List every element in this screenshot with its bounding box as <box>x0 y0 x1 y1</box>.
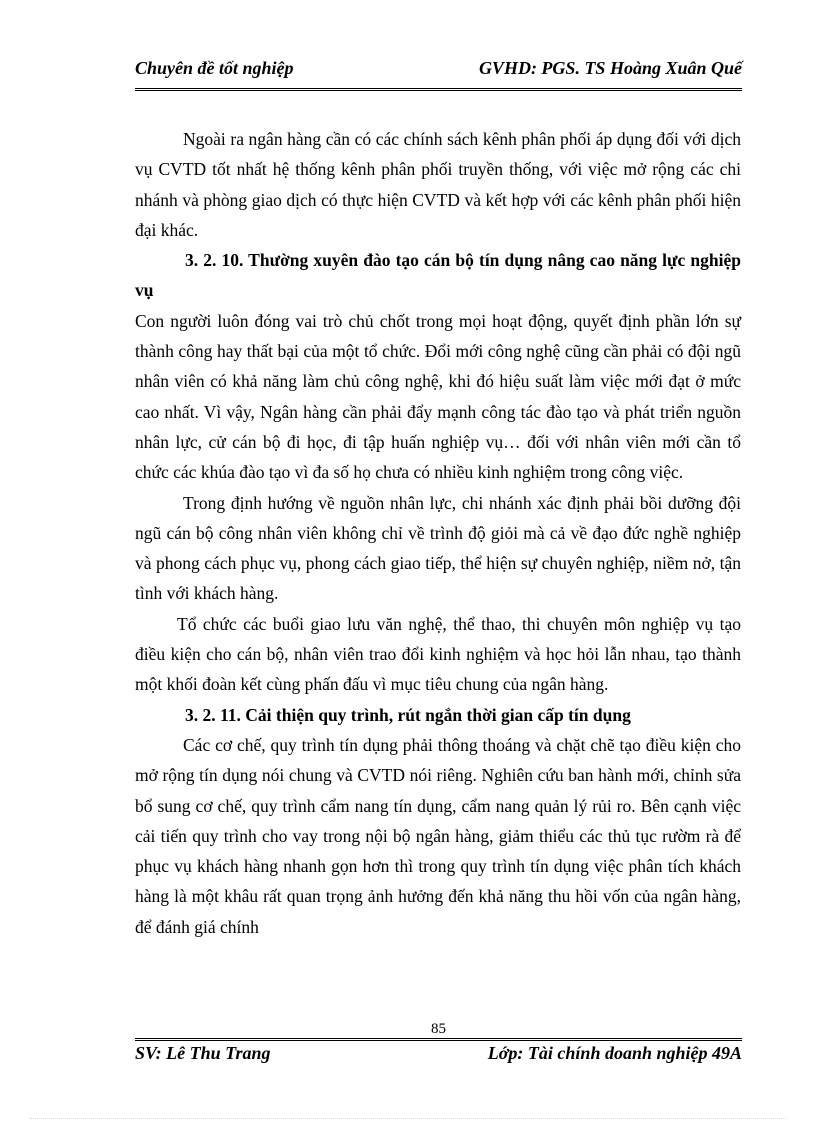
page-edge-line <box>30 1118 786 1119</box>
page-body <box>135 124 741 942</box>
paragraph-staff-development: Trong định hướng về nguồn nhân lực, chi nhánh xác định phải bồi dưỡng đội ngũ cán bộ công nhân viên không chỉ về trình độ giỏi mà cả về đạo đức nghề nghiệp và phong cách phục vụ, phong cách giao tiếp, thể hiện sự chuyên nghiệp, niềm nở, tận tình với khách hàng. <box>135 492 741 604</box>
paragraph-cultural-activities: Tổ chức các buổi giao lưu văn nghệ, thể thao, thi chuyên môn nghiệp vụ tạo điều kiện cho cán bộ, nhân viên trao đổi kinh nghiệm và học hỏi lẫn nhau, tạo thành một khối đoàn kết cùng phấn đấu vì mục tiêu chung của ngân hàng. <box>135 613 741 695</box>
page-number: 85 <box>431 1021 446 1037</box>
header-supervisor: GVHD: PGS. TS Hoàng Xuân Quế <box>478 58 742 78</box>
page-footer <box>135 1043 742 1064</box>
page-header <box>135 58 742 91</box>
section-heading-3-2-11: 3. 2. 11. Cải thiện quy trình, rút ngắn thời gian cấp tín dụng <box>185 704 631 725</box>
section-heading-3-2-10: 3. 2. 10. Thường xuyên đào tạo cán bộ tín dụng nâng cao năng lực nghiệp vụ <box>135 250 741 301</box>
paragraph-credit-process: Các cơ chế, quy trình tín dụng phải thông thoáng và chặt chẽ tạo điều kiện cho mở rộng tín dụng nói chung và CVTD nói riêng. Nghiên cứu ban hành mới, chỉnh sửa bổ sung cơ chế, quy trình cẩm nang tín dụng, cẩm nang quản lý rủi ro. Bên cạnh việc cải tiến quy trình cho vay trong nội bộ ngân hàng, giảm thiểu các thủ tục rườm rà để phục vụ khách hàng nhanh gọn hơn thì trong quy trình tín dụng việc phân tích khách hàng là một khâu rất quan trọng ảnh hưởng đến khả năng thu hồi vốn của ngân hàng, để đánh giá chính <box>135 734 741 937</box>
paragraph-human-resources: Con người luôn đóng vai trò chủ chốt trong mọi hoạt động, quyết định phần lớn sự thành công hay thất bại của một tổ chức. Đổi mới công nghệ cũng cần phải có đội ngũ nhân viên có khả năng làm chủ công nghệ, khi đó hiệu suất làm việc mới đạt ở mức cao nhất. Vì vậy, Ngân hàng cần phải đẩy mạnh công tác đào tạo và phát triển nguồn nhân lực, cử cán bộ đi học, đi tập huấn nghiệp vụ… đối với nhân viên mới cần tổ chức các khúa đào tạo vì đa số họ chưa có nhiều kinh nghiệm trong công việc. <box>135 310 741 483</box>
footer-divider <box>135 1038 742 1041</box>
footer-class-name: Lớp: Tài chính doanh nghiệp 49A <box>487 1043 742 1063</box>
footer-student-name: SV: Lê Thu Trang <box>135 1043 271 1063</box>
header-document-type: Chuyên đề tốt nghiệp <box>135 58 294 78</box>
paragraph-distribution-channels: Ngoài ra ngân hàng cần có các chính sách kênh phân phối áp dụng đối với dịch vụ CVTD tốt nhất hệ thống kênh phân phối truyền thống, với việc mở rộng các chi nhánh và phòng giao dịch có thực hiện CVTD và kết hợp với các kênh phân phối hiện đại khác. <box>135 129 741 240</box>
